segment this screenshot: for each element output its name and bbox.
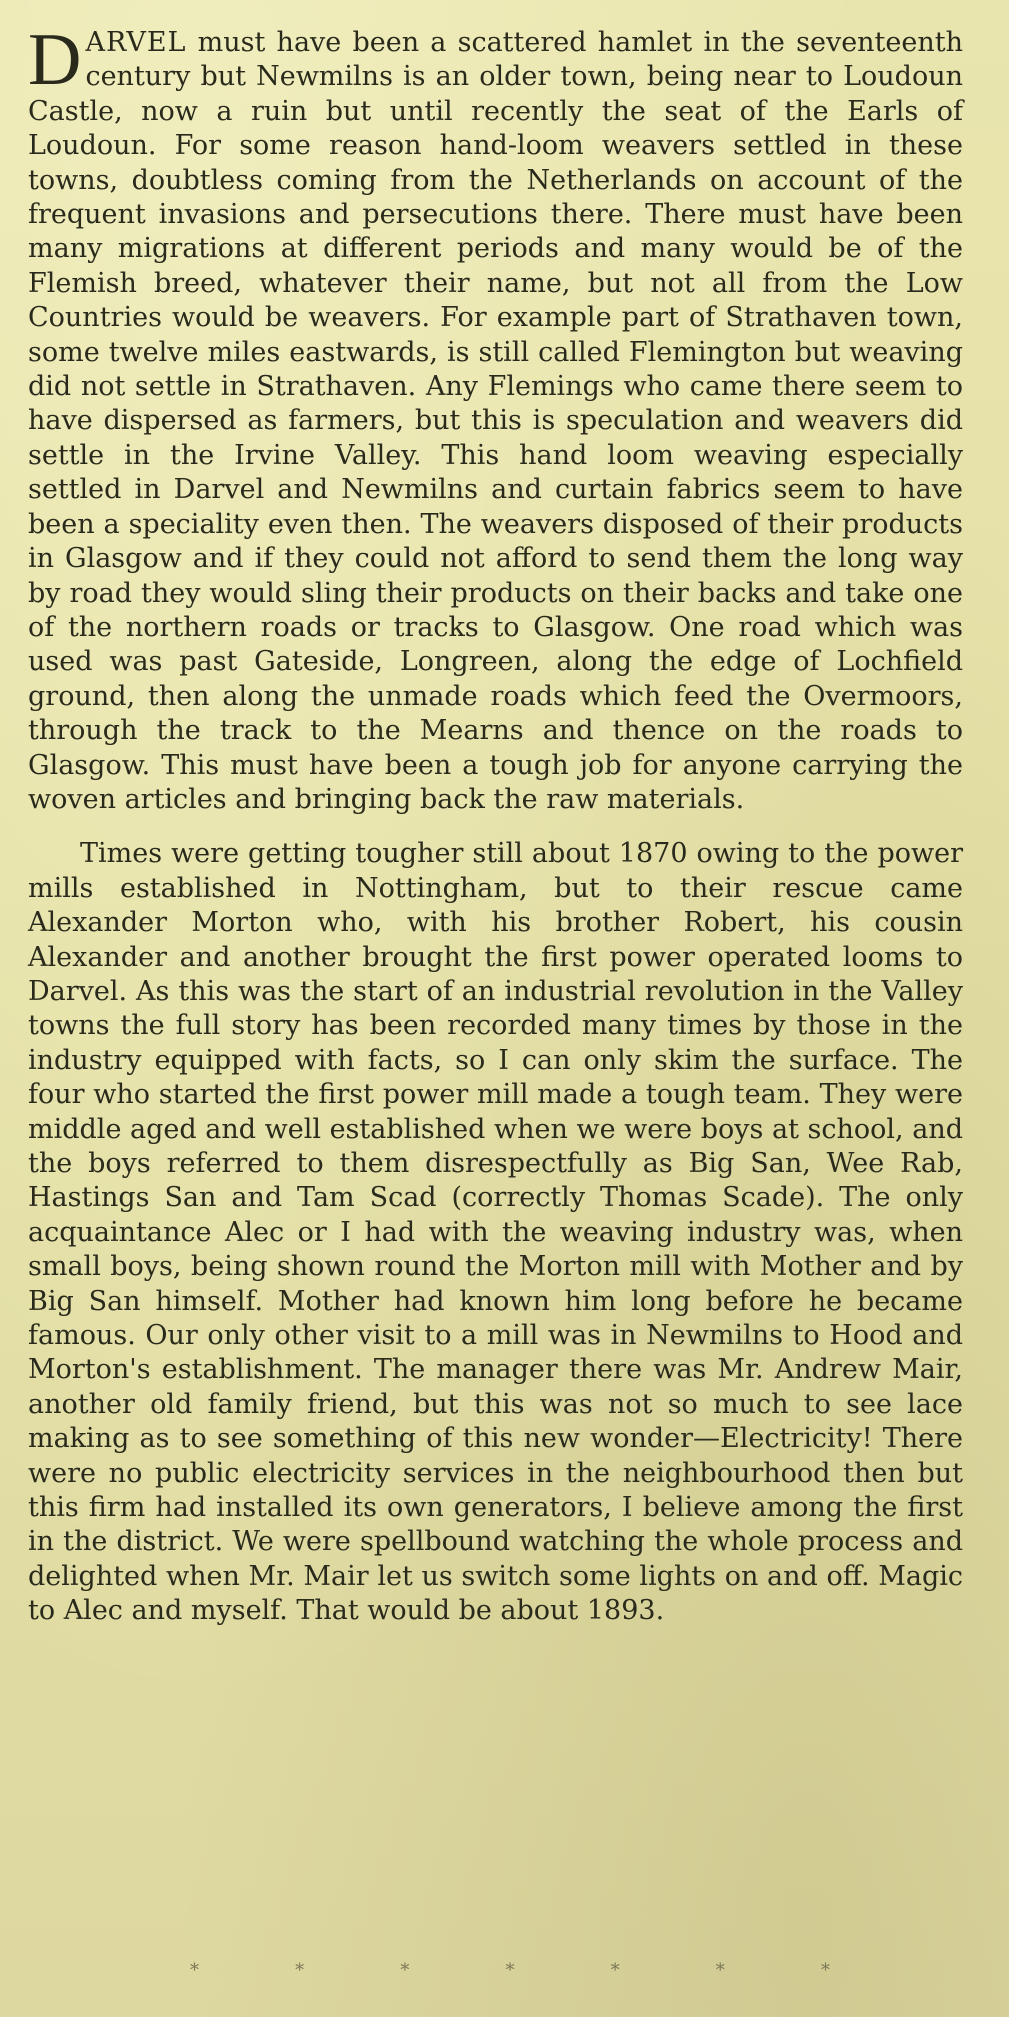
- ornament-asterisk: *: [610, 1960, 620, 1981]
- ornament-asterisk: *: [715, 1960, 725, 1981]
- section-divider: [190, 1960, 830, 1981]
- ornament-asterisk: *: [190, 1960, 199, 1981]
- ornament-asterisk: *: [820, 1960, 830, 1981]
- ornament-asterisk: *: [400, 1960, 410, 1981]
- drop-cap: D: [28, 19, 82, 101]
- opening-word: ARVEL: [85, 27, 187, 58]
- ornament-asterisk: *: [505, 1960, 515, 1981]
- paragraph-1: [28, 19, 963, 817]
- paragraph-2: Times were getting tougher still about 1870 owing to the power mills established in Nottingham, but to their rescue came Alexander Morton who, with his brother Robert, his cousin Alexander and another brought the first power operated looms to Darvel. As this was the start of an industrial revolution in the Valley towns the full story has been recorded many times by those in the industry equipped with facts, so I can only skim the surface. The four who started the first power mill made a tough team. They were middle aged and well established when we were boys at school, and the boys referred to them disrespectfully as Big San, Wee Rab, Hastings San and Tam Scad (correctly Thomas Scade). The only acquaintance Alec or I had with the weaving industry was, when small boys, being shown round the Morton mill with Mother and by Big San himself. Mother had known him long before he became famous. Our only other visit to a mill was in Newmilns to Hood and Morton's establishment. The manager there was Mr. Andrew Mair, another old family friend, but this was not so much to see lace making as to see something of this new wonder—Electricity! There were no public electricity services in the neighbourhood then but this firm had installed its own generators, I believe among the first in the district. We were spellbound watching the whole process and delighted when Mr. Mair let us switch some lights on and off. Magic to Alec and myself. That would be about 1893.: [28, 838, 963, 1627]
- ornament-asterisk: *: [295, 1960, 305, 1981]
- paragraph-1-text: must have been a scattered hamlet in the seventeenth century but Newmilns is an older town, being near to Loudoun Castle, now a ruin but until recently the seat of the Earls of Loudoun. For some reason hand-loom weavers settled in these towns, doubtless coming from the Netherlands on account of the frequent invasions and persecutions there. There must have been many migrations at different periods and many would be of the Flemish breed, whatever their name, but not all from the Low Countries would be weavers. For example part of Strathaven town, some twelve miles eastwards, is still called Flemington but weaving did not settle in Strathaven. Any Flemings who came there seem to have dispersed as farmers, but this is speculation and weavers did settle in the Irvine Valley. This hand loom weaving especially settled in Darvel and Newmilns and curtain fabrics seem to have been a speciality even then. The weavers disposed of their products in Glasgow and if they could not afford to send them the long way by road they would sling their products on their backs and take one of the northern roads or tracks to Glasgow. One road which was used was past Gateside, Longreen, along the edge of Lochfield ground, then along the unmade roads which feed the Overmoors, through the track to the Mearns and thence on the roads to Glasgow. This must have been a tough job for anyone carrying the woven articles and bringing back the raw materials.: [28, 27, 963, 815]
